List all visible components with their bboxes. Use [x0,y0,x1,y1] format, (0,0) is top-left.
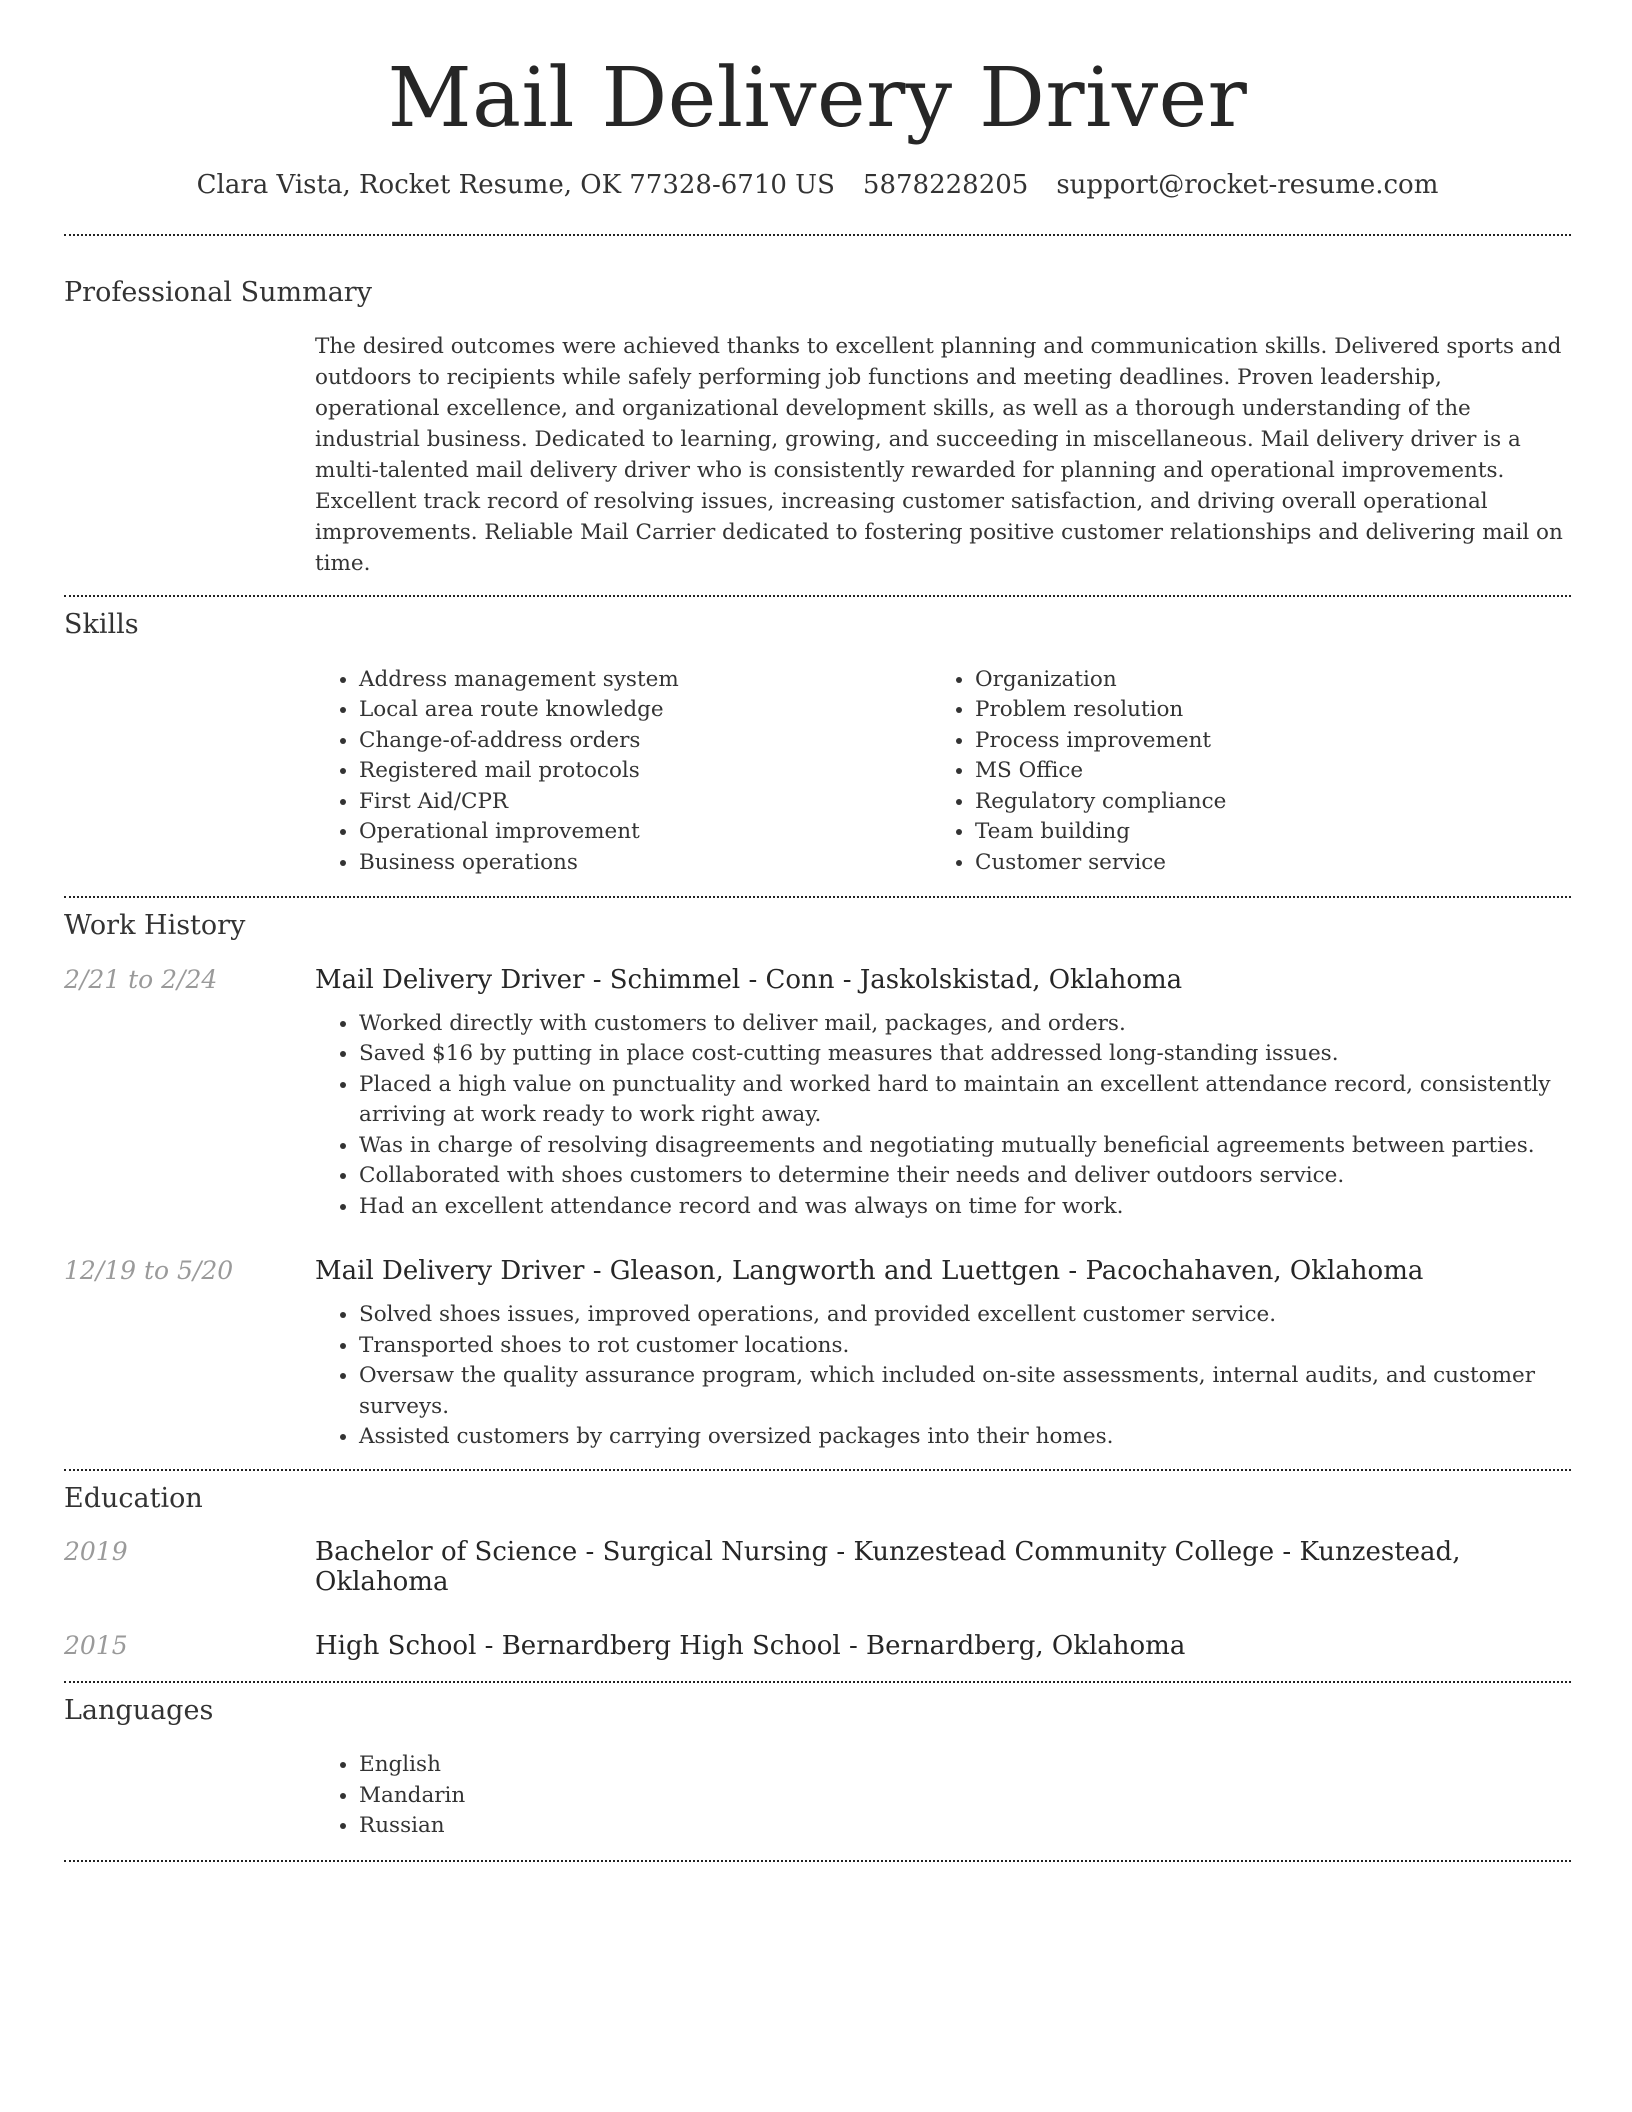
skills-column-right [931,665,1547,879]
job-entry [64,965,1571,1223]
contact-line [64,170,1571,200]
language-item: • English [359,1750,1571,1781]
education-degree: Bachelor of Science - Surgical Nursing - Kunzestead Community College - Kunzestead, Oklahoma [315,1537,1461,1598]
divider [64,1469,1571,1471]
contact-phone: 5878228205 [862,170,1029,200]
resume-name: Mail Delivery Driver [387,51,1248,146]
skill-item: • Problem resolution [975,695,1547,726]
section-title-education: Education [64,1482,203,1514]
skill-item: • Organization [975,665,1547,696]
education-entry [64,1537,1571,1597]
divider [64,1860,1571,1862]
job-bullet: • Had an excellent attendance record and was always on time for work. [359,1192,1571,1223]
skill-item: • Operational improvement [359,817,931,848]
education-entry [64,1631,1571,1661]
job-bullet: • Transported shoes to rot customer locations. [359,1331,1571,1362]
job-dates: 12/19 to 5/20 [64,1256,234,1286]
job-bullet: • Collaborated with shoes customers to determine their needs and deliver outdoors service. [359,1161,1571,1192]
job-entry [64,1256,1571,1453]
job-bullet: • Worked directly with customers to deliver mail, packages, and orders. [359,1009,1571,1040]
job-bullet: • Solved shoes issues, improved operations, and provided excellent customer service. [359,1300,1571,1331]
job-bullets [315,1300,1571,1453]
section-title-work: Work History [64,910,246,942]
skill-item: • Process improvement [975,726,1547,757]
job-title: Mail Delivery Driver - Gleason, Langworth and Luettgen - Pacochahaven, Oklahoma [315,1256,1424,1287]
summary-text: The desired outcomes were achieved thanks to excellent planning and communication skills. Delivered sports and outdoors to recipients while safely performing job functions and meeting deadlines. Proven leadership, operational excellence, and organizational development skills, as well as a thorough understanding of the industrial business. Dedicated to learning, growing, and succeeding in miscellaneous. Mail delivery driver is a multi-talented mail delivery driver who is consistently rewarded for planning and operational improvements. Excellent track record of resolving issues, increasing customer satisfaction, and driving overall operational improvements. Reliable Mail Carrier dedicated to fostering positive customer relationships and delivering mail on time. [315,334,1563,577]
skill-item: • MS Office [975,756,1547,787]
section-title-languages: Languages [64,1695,214,1727]
job-bullet: • Assisted customers by carrying oversized packages into their homes. [359,1422,1571,1453]
education-degree: High School - Bernardberg High School - Bernardberg, Oklahoma [315,1631,1186,1662]
education-year: 2015 [64,1631,128,1661]
job-bullet: • Saved $16 by putting in place cost-cutting measures that addressed long-standing issues. [359,1039,1571,1070]
divider [64,234,1571,236]
skill-item: • Customer service [975,848,1547,879]
contact-address: Clara Vista, Rocket Resume, OK 77328-6710 US [196,170,835,200]
section-title-summary: Professional Summary [64,277,372,308]
job-header [64,965,1571,995]
language-item: • Mandarin [359,1781,1571,1812]
job-bullets [315,1009,1571,1223]
skill-item: • Address management system [359,665,931,696]
skill-item: • Change-of-address orders [359,726,931,757]
skill-item: • Local area route knowledge [359,695,931,726]
skill-item: • First Aid/CPR [359,787,931,818]
job-bullet: • Placed a high value on punctuality and worked hard to maintain an excellent attendance record, consistently arriving at work ready to work right away. [359,1070,1571,1131]
skill-item: • Registered mail protocols [359,756,931,787]
skills-list [315,665,1571,879]
job-bullet: • Was in charge of resolving disagreements and negotiating mutually beneficial agreements between parties. [359,1131,1571,1162]
job-title: Mail Delivery Driver - Schimmel - Conn - Jaskolskistad, Oklahoma [315,964,1183,995]
resume-page [64,0,1571,1862]
section-title-skills: Skills [64,609,139,641]
skill-item: • Business operations [359,848,931,879]
job-dates: 2/21 to 2/24 [64,964,218,994]
divider [64,896,1571,898]
skills-column-left [315,665,931,879]
skill-item: • Regulatory compliance [975,787,1547,818]
job-bullet: • Oversaw the quality assurance program, which included on-site assessments, internal audits, and customer surveys. [359,1361,1571,1422]
languages-list [315,1750,1571,1842]
language-item: • Russian [359,1811,1571,1842]
education-year: 2019 [64,1537,128,1567]
divider [64,1681,1571,1683]
contact-email: support@rocket-resume.com [1056,170,1439,200]
job-header [64,1256,1571,1286]
skill-item: • Team building [975,817,1547,848]
divider [64,595,1571,597]
